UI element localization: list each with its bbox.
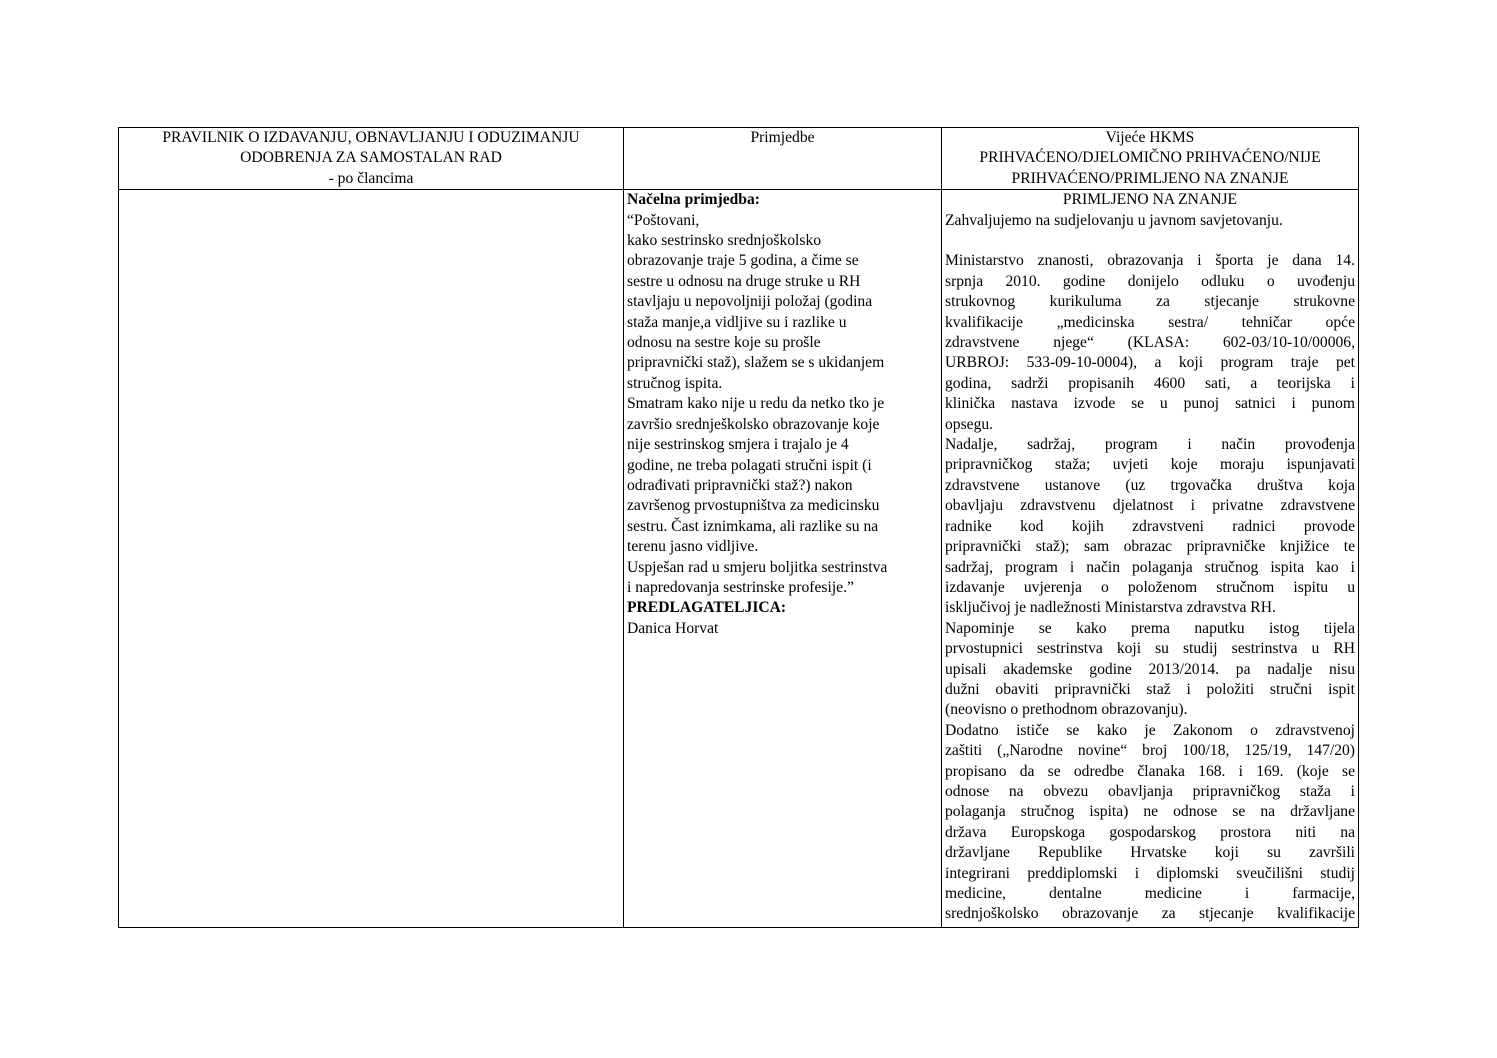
comment-line: nije sestrinskog smjera i trajalo je 4 xyxy=(627,436,849,454)
response-line: Napominje se kako prema naputku istog tijela xyxy=(945,619,1355,637)
response-line: zaštiti („Narodne novine“ broj 100/18, 125/19, 147/20) xyxy=(945,742,1355,760)
header-council-line: Vijeće HKMS xyxy=(1105,129,1195,146)
comment-line: kako sestrinsko srednjoškolsko xyxy=(627,232,822,250)
response-line: Nadalje, sadržaj, program i način provođenja xyxy=(945,436,1355,454)
response-line: srednjoškolsko obrazovanje za stjecanje kvalifikacije xyxy=(945,905,1355,923)
response-line: država Europskoga gospodarskog prostora niti na xyxy=(945,823,1355,841)
response-line: pripravnički staž); sam obrazac pripravničke knjižice te xyxy=(945,538,1355,556)
comment-line: i napredovanja sestrinske profesije.” xyxy=(627,578,854,596)
header-regulation-line: ODOBRENJA ZA SAMOSTALAN RAD xyxy=(240,149,502,167)
header-council-line: PRIHVAĆENO/PRIMLJENO NA ZNANJE xyxy=(1011,169,1289,187)
response-line: Ministarstvo znanosti, obrazovanja i športa je dana 14. xyxy=(945,252,1355,270)
comment-line: staža manje,a vidljive su i razlike u xyxy=(627,313,847,331)
response-line: radnike kod kojih zdravstveni radnici provode xyxy=(945,517,1355,535)
comment-line: stavljaju u nepovoljniji položaj (godina xyxy=(627,293,873,311)
header-council xyxy=(942,128,1359,190)
response-line: zdravstvene njege“ (KLASA: 602-03/10-10/00006, xyxy=(945,334,1355,352)
table-row xyxy=(119,190,1359,928)
response-line: izdavanje uvjerenja o položenom stručnom ispitu u xyxy=(945,578,1355,596)
response-line: isključivoj je nadležnosti Ministarstva zdravstva RH. xyxy=(945,599,1276,617)
comment-line: završio srednješkolsko obrazovanje koje xyxy=(627,415,880,433)
response-line: kvalifikacije „medicinska sestra/ tehničar opće xyxy=(945,313,1355,331)
author-name: Danica Horvat xyxy=(627,619,719,637)
comment-line: Smatram kako nije u redu da netko tko je xyxy=(627,395,885,413)
response-line: državljane Republike Hrvatske koji su završili xyxy=(945,844,1355,862)
comments-table xyxy=(118,127,1359,928)
comment-line: Uspješan rad u smjeru boljitka sestrinstva xyxy=(627,558,888,576)
comment-line: obrazovanje traje 5 godina, a čime se xyxy=(627,252,859,270)
header-council-line: PRIHVAĆENO/DJELOMIČNO PRIHVAĆENO/NIJE xyxy=(979,149,1321,167)
response-line: klinička nastava izvode se u punoj satnici i punom xyxy=(945,395,1355,413)
comment-line: sestre u odnosu na druge struke u RH xyxy=(627,272,861,290)
comment-line: godine, ne treba polagati stručni ispit (i xyxy=(627,456,872,474)
comment-line: stručnog ispita. xyxy=(627,374,723,392)
response-line: prvostupnici sestrinstva koji su studij sestrinstva u RH xyxy=(945,640,1355,658)
header-regulation-line: PRAVILNIK O IZDAVANJU, OBNAVLJANJU I ODUZIMANJU xyxy=(162,129,580,146)
response-line: pripravničkog staža; uvjeti koje moraju ispunjavati xyxy=(945,456,1355,474)
comment-line: odnosu na sestre koje su prošle xyxy=(627,334,821,352)
comment-heading: Načelna primjedba: xyxy=(627,191,760,209)
response-line: upisali akademske godine 2013/2014. pa nadalje nisu xyxy=(945,660,1355,678)
response-line: srpnja 2010. godine donijelo odluku o uvođenju xyxy=(945,272,1355,290)
response-status: PRIMLJENO NA ZNANJE xyxy=(1062,191,1238,209)
response-line: obavljaju zdravstvenu djelatnost i privatne zdravstvene xyxy=(945,497,1355,515)
comment-line: “Poštovani, xyxy=(627,211,700,229)
response-line: dužni obaviti pripravnički staž i položiti stručni ispit xyxy=(945,680,1355,698)
header-comments-label: Primjedbe xyxy=(750,129,815,146)
table-header-row xyxy=(119,128,1359,190)
header-comments xyxy=(624,128,942,190)
response-line: integrirani preddiplomski i diplomski sveučilišni studij xyxy=(945,864,1355,882)
comment-line: pripravnički staž), slažem se s ukidanjem xyxy=(627,354,885,372)
header-regulation xyxy=(119,128,624,190)
author-label: PREDLAGATELJICA: xyxy=(627,599,787,617)
comment-text xyxy=(627,211,938,599)
comment-line: terenu jasno vidljive. xyxy=(627,538,759,556)
comment-line: odrađivati pripravnički staž?) nakon xyxy=(627,476,853,494)
response-line: sadržaj, program i način polaganja stručnog ispita kao i xyxy=(945,558,1355,576)
comment-cell xyxy=(624,190,942,928)
response-text xyxy=(945,251,1355,924)
response-line: odnose na obvezu obavljanja pripravničkog staža i xyxy=(945,782,1355,800)
response-line: propisano da se odredbe članaka 168. i 169. (koje se xyxy=(945,762,1355,780)
response-line: polaganja stručnog ispita) ne odnose se na državljane xyxy=(945,803,1355,821)
response-line: godina, sadrži propisanih 4600 sati, a teorijska i xyxy=(945,374,1355,392)
response-cell xyxy=(942,190,1359,928)
response-thanks: Zahvaljujemo na sudjelovanju u javnom savjetovanju. xyxy=(945,211,1283,229)
comment-line: sestru. Čast iznimkama, ali razlike su na xyxy=(627,517,879,535)
response-line: strukovnog kurikuluma za stjecanje strukovne xyxy=(945,293,1355,311)
response-line: zdravstvene ustanove (uz trgovačka društva koja xyxy=(945,476,1355,494)
response-line: medicine, dentalne medicine i farmacije, xyxy=(945,885,1355,903)
comment-line: završenog prvostupništva za medicinsku xyxy=(627,497,880,515)
response-line: URBROJ: 533-09-10-0004), a koji program traje pet xyxy=(945,354,1355,372)
article-cell xyxy=(119,190,624,928)
paragraph-gap xyxy=(945,231,1355,251)
response-line: opsegu. xyxy=(945,415,994,433)
response-line: (neovisno o prethodnom obrazovanju). xyxy=(945,701,1188,719)
response-line: Dodatno ističe se kako je Zakonom o zdravstvenoj xyxy=(945,721,1355,739)
header-regulation-line: - po člancima xyxy=(328,169,414,187)
